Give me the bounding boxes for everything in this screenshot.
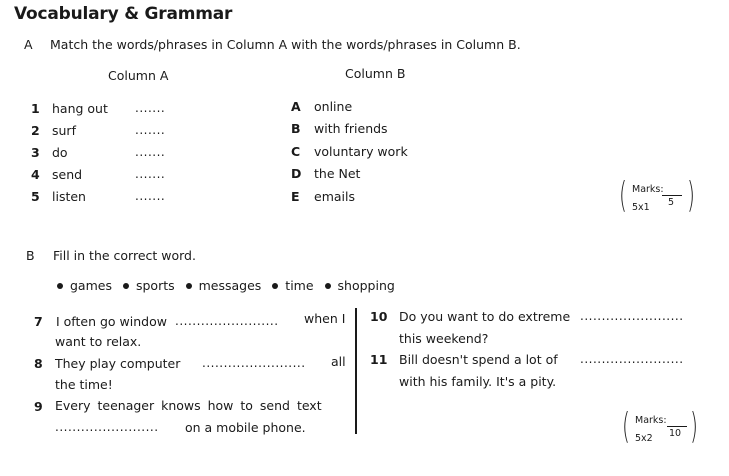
col-a-item: send <box>52 167 83 182</box>
col-a-item: listen <box>52 189 86 204</box>
answer-blank[interactable]: ....... <box>135 167 166 181</box>
word-bank-item: games <box>70 278 112 293</box>
column-divider <box>355 308 357 434</box>
sentence-part: I often go window <box>56 314 167 329</box>
col-a-item: hang out <box>52 101 108 116</box>
right-paren: ) <box>687 175 695 216</box>
col-b-item: the Net <box>314 166 361 181</box>
item-num: 8 <box>34 356 43 371</box>
word-bank-item: shopping <box>337 278 395 293</box>
bullet-icon <box>186 283 192 289</box>
sentence-part: want to relax. <box>55 334 142 349</box>
answer-blank[interactable]: ....... <box>135 101 166 115</box>
item-num: 10 <box>370 309 388 324</box>
col-b-letter: C <box>291 144 301 159</box>
col-b-item: with friends <box>314 121 388 136</box>
bullet-icon <box>57 283 63 289</box>
bullet-icon <box>123 283 129 289</box>
left-paren: ( <box>622 406 630 447</box>
col-b-letter: A <box>291 99 301 114</box>
marks-total: 5 <box>668 197 675 208</box>
col-b-item: online <box>314 99 353 114</box>
sentence-part: Do you want to do extreme <box>399 309 571 324</box>
marks-box-a <box>619 175 695 218</box>
col-a-item: surf <box>52 123 76 138</box>
col-b-item: voluntary work <box>314 144 408 159</box>
sentence-part: on a mobile phone. <box>185 420 306 435</box>
sentence-part: with his family. It's a pity. <box>399 374 557 389</box>
word-bank-item: time <box>285 278 314 293</box>
sentence-part: all <box>331 354 346 369</box>
col-a-num: 4 <box>31 167 40 182</box>
answer-blank[interactable]: ....... <box>135 145 166 159</box>
sentence-part: the time! <box>55 377 113 392</box>
column-b-header: Column B <box>345 66 406 81</box>
word-bank <box>57 278 395 293</box>
item-num: 7 <box>34 314 43 329</box>
bullet-icon <box>272 283 278 289</box>
answer-blank[interactable]: ........................ <box>55 420 159 434</box>
col-a-item: do <box>52 145 68 160</box>
item-num: 11 <box>370 352 388 367</box>
section-b-letter: B <box>26 248 35 263</box>
answer-blank[interactable]: ........................ <box>202 356 306 370</box>
answer-blank[interactable]: ........................ <box>580 352 684 366</box>
sentence-part: They play computer <box>55 356 181 371</box>
page-title: Vocabulary & Grammar <box>14 4 233 24</box>
col-a-num: 2 <box>31 123 40 138</box>
col-b-letter: E <box>291 189 300 204</box>
sentence-part: Bill doesn't spend a lot of <box>399 352 558 367</box>
marks-label: Marks: <box>632 184 664 195</box>
col-b-item: emails <box>314 189 355 204</box>
col-a-num: 1 <box>31 101 40 116</box>
answer-blank[interactable]: ....... <box>135 123 166 137</box>
sentence-part: Every teenager knows how to send text <box>55 398 322 413</box>
word-bank-item: sports <box>135 278 175 293</box>
bullet-icon <box>325 283 331 289</box>
sentence-part: when I <box>304 311 346 326</box>
answer-blank[interactable]: ....... <box>135 189 166 203</box>
marks-label: Marks: <box>635 415 667 426</box>
column-a-header: Column A <box>108 68 169 83</box>
answer-blank[interactable]: ........................ <box>580 309 684 323</box>
col-a-num: 5 <box>31 189 40 204</box>
right-paren: ) <box>690 406 698 447</box>
section-b-instruction: Fill in the correct word. <box>53 248 196 263</box>
sentence-part: this weekend? <box>399 331 489 346</box>
marks-line <box>667 426 687 427</box>
marks-total: 10 <box>669 428 682 439</box>
answer-blank[interactable]: ........................ <box>175 314 279 328</box>
marks-multiplier: 5x1 <box>632 202 650 213</box>
left-paren: ( <box>619 175 627 216</box>
word-bank-item: messages <box>198 278 262 293</box>
col-b-letter: D <box>291 166 302 181</box>
col-b-letter: B <box>291 121 301 136</box>
item-num: 9 <box>34 399 43 414</box>
marks-line <box>662 195 682 196</box>
section-a-instruction: Match the words/phrases in Column A with the words/phrases in Column B. <box>50 37 521 52</box>
marks-box-b <box>622 406 698 449</box>
marks-multiplier: 5x2 <box>635 433 653 444</box>
col-a-num: 3 <box>31 145 40 160</box>
section-a-letter: A <box>24 37 33 52</box>
